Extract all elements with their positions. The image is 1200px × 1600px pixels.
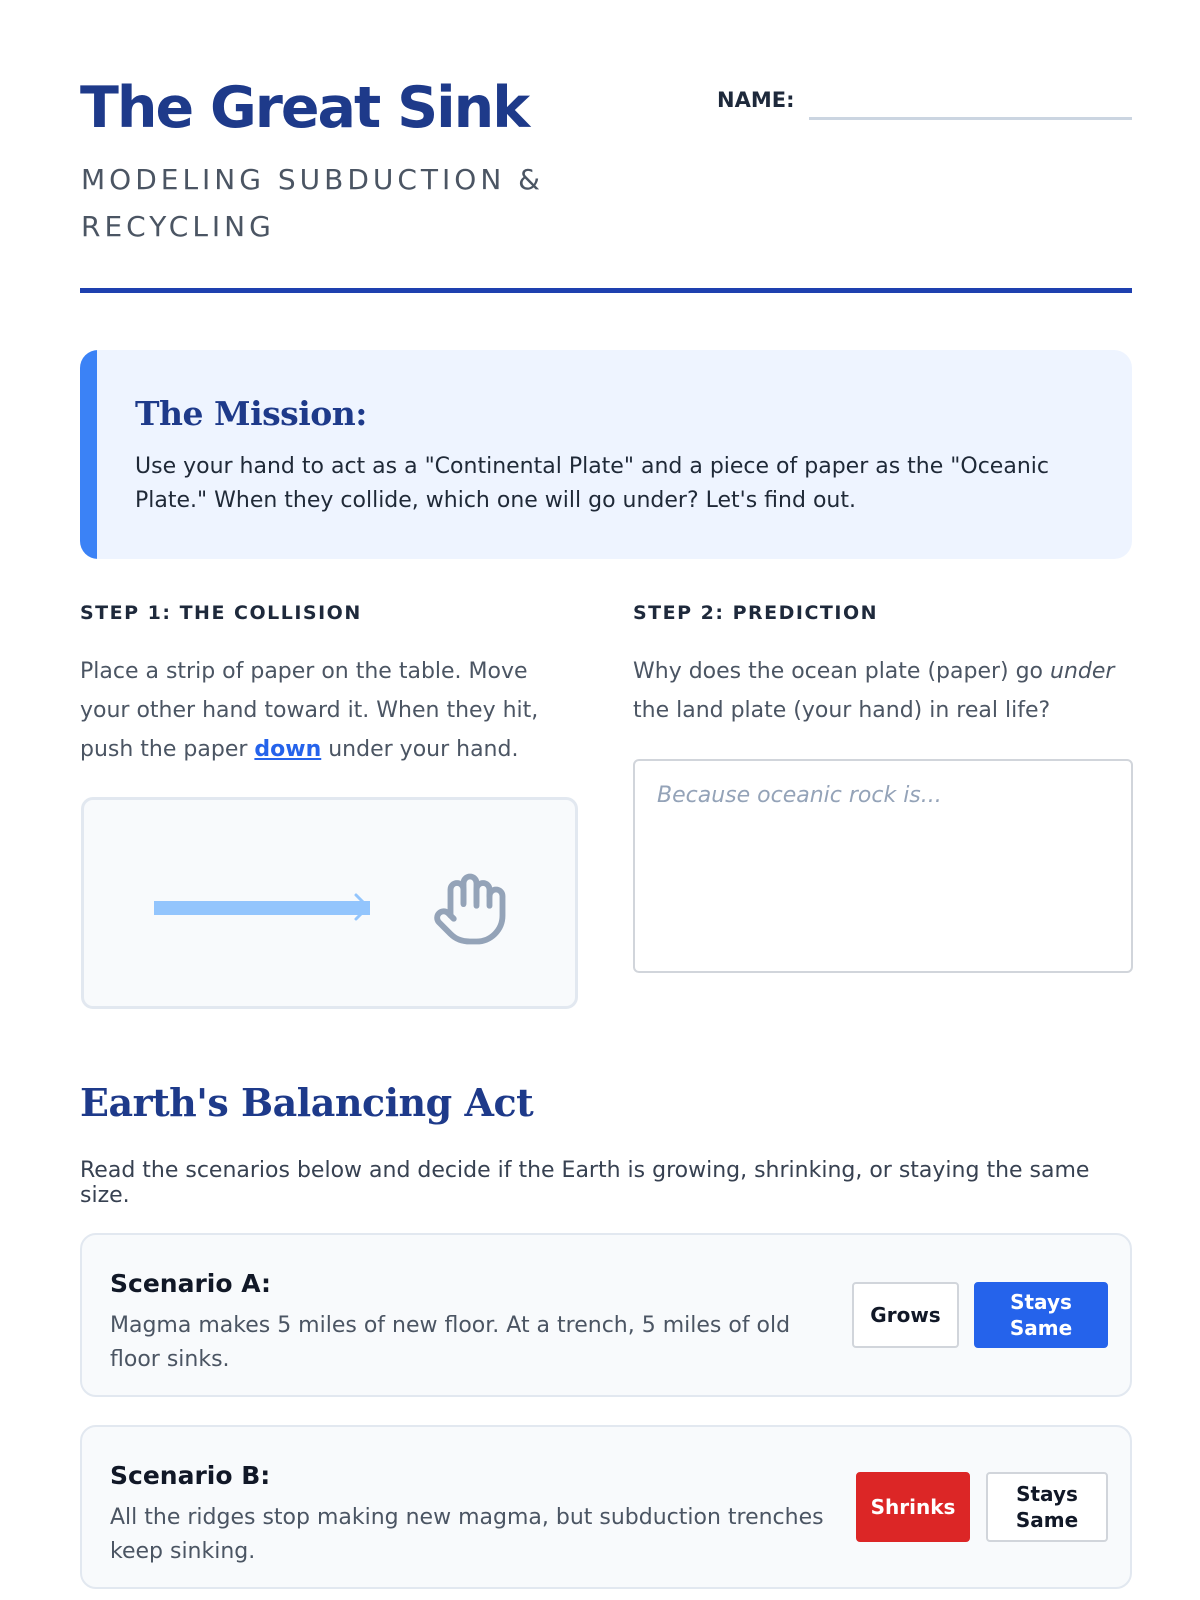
step2-text-before: Why does the ocean plate (paper) go [633, 659, 1051, 684]
step1-instructions [80, 652, 560, 769]
scenario-b-shrinks-button[interactable]: Shrinks [856, 1472, 970, 1542]
page-subtitle: MODELING SUBDUCTION & RECYCLING [81, 163, 545, 243]
balance-section-title: Earth's Balancing Act [80, 1080, 534, 1125]
scenario-a-grows-button[interactable]: Grows [852, 1282, 959, 1348]
mission-callout [80, 350, 1132, 559]
hand-icon [431, 870, 509, 948]
balance-intro: Read the scenarios below and decide if the Earth is growing, shrinking, or staying the same size. [80, 1158, 1090, 1208]
step2-heading: STEP 2: PREDICTION [633, 602, 878, 624]
scenario-b-text: All the ridges stop making new magma, but subduction trenches keep sinking. [110, 1505, 824, 1564]
scenario-b-stays-same-button[interactable]: Stays Same [986, 1472, 1108, 1542]
step1-emphasis-down: down [254, 737, 322, 762]
step1-heading: STEP 1: THE COLLISION [80, 602, 362, 624]
name-label: NAME: [717, 88, 795, 112]
scenario-a-stays-same-button[interactable]: Stays Same [974, 1282, 1108, 1348]
arrow-right-icon [332, 892, 372, 922]
mission-accent-bar [80, 350, 97, 559]
scenario-card-a [80, 1233, 1132, 1397]
mission-text: Use your hand to act as a "Continental Plate" and a piece of paper as the "Oceanic Plate." When they collide, which one will go under? Let's find out. [135, 454, 1049, 513]
scenario-card-b [80, 1425, 1132, 1589]
scenario-a-text: Magma makes 5 miles of new floor. At a trench, 5 miles of old floor sinks. [110, 1313, 791, 1372]
step2-emphasis-under: under [1050, 659, 1115, 684]
step2-question [633, 652, 1133, 730]
scenario-b-label: Scenario B: [110, 1461, 271, 1490]
collision-illustration [81, 797, 578, 1009]
name-field-line[interactable] [809, 117, 1132, 120]
page-title: The Great Sink [80, 75, 529, 141]
scenario-a-label: Scenario A: [110, 1269, 272, 1298]
header-divider [80, 288, 1132, 293]
step1-text-before: Place a strip of paper on the table. Move your other hand toward it. When they hit, push the paper [80, 659, 539, 762]
prediction-answer-field[interactable] [633, 759, 1133, 973]
mission-title: The Mission: [135, 394, 367, 433]
step2-text-after: the land plate (your hand) in real life? [633, 698, 1051, 723]
step1-text-after: under your hand. [321, 737, 519, 762]
